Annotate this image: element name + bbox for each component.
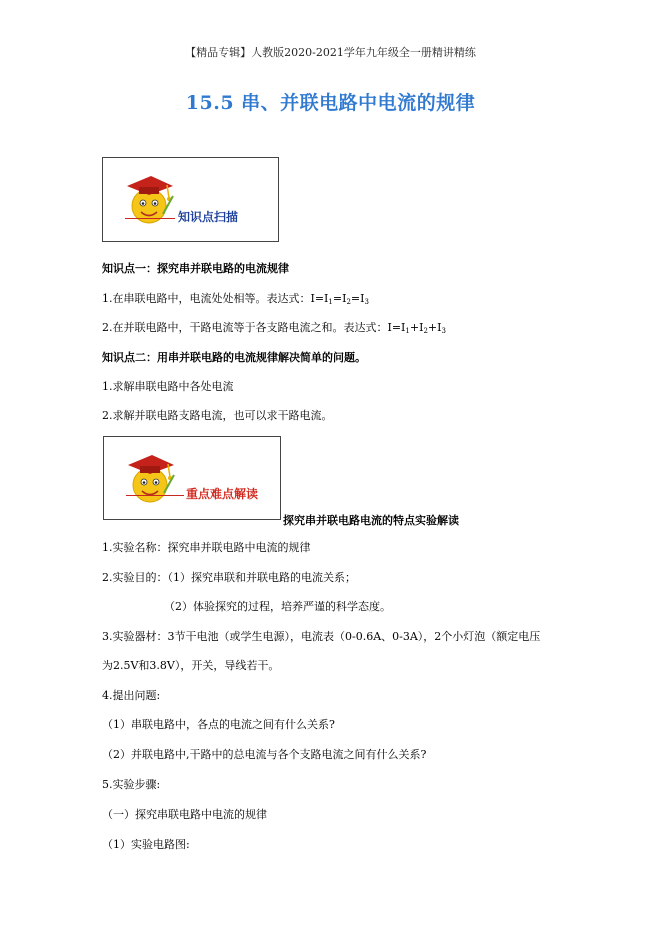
point1-item1 <box>102 290 369 306</box>
exp-name: 1.实验名称：探究串并联电路中电流的规律 <box>102 541 311 554</box>
point1-item2 <box>102 319 446 335</box>
point1-heading: 知识点一：探究串并联电路的电流规律 <box>102 262 289 275</box>
graduate-mascot-icon <box>120 447 180 511</box>
page-header: 【精品专辑】人教版2020-2021学年九年级全一册精讲精练 <box>185 46 476 59</box>
steps-heading: 5.实验步骤: <box>102 778 161 791</box>
graduate-mascot-icon <box>119 168 179 232</box>
point1-item1-text: 1.在串联电路中，电流处处相等。表达式： <box>102 292 311 305</box>
key-points-label: 重点难点解读 <box>186 487 259 501</box>
parallel-formula: $I=I_1+I_2+I_3$ <box>387 321 446 335</box>
exp-equipment-1: 3.实验器材：3节干电池（或学生电源），电流表（0-0.6A、0-3A），2个小灯泡（额定电压 <box>102 630 541 643</box>
point1-item2-text: 2.在并联电路中，干路电流等于各支路电流之和。表达式： <box>102 321 388 334</box>
knowledge-scan-label: 知识点扫描 <box>178 210 239 224</box>
banner-underline <box>126 495 184 496</box>
banner-underline <box>125 218 175 219</box>
question-1: （1）串联电路中，各点的电流之间有什么关系? <box>102 718 335 731</box>
exp-purpose-1: 2.实验目的：（1）探究串联和并联电路的电流关系； <box>102 571 356 584</box>
series-formula: $I=I_1=I_2=I_3$ <box>310 292 369 306</box>
question-2: （2）并联电路中,干路中的总电流与各个支路电流之间有什么关系? <box>102 748 427 761</box>
steps-part-1: （一）探究串联电路中电流的规律 <box>102 808 267 821</box>
page-title: 15.5 串、并联电路中电流的规律 <box>185 92 476 114</box>
key-points-banner <box>103 436 281 520</box>
steps-item-1: （1）实验电路图: <box>102 838 190 851</box>
point2-item2: 2.求解并联电路支路电流，也可以求干路电流。 <box>102 409 333 422</box>
question-heading: 4.提出问题: <box>102 689 161 702</box>
knowledge-scan-banner <box>102 157 279 242</box>
exp-purpose-2: （2）体验探究的过程，培养严谨的科学态度。 <box>164 600 391 613</box>
point2-heading: 知识点二：用串并联电路的电流规律解决简单的问题。 <box>102 351 366 364</box>
point2-item1: 1.求解串联电路中各处电流 <box>102 380 234 393</box>
experiment-heading: 探究串并联电路电流的特点实验解读 <box>283 514 459 527</box>
exp-equipment-2: 为2.5V和3.8V），开关，导线若干。 <box>102 659 280 672</box>
